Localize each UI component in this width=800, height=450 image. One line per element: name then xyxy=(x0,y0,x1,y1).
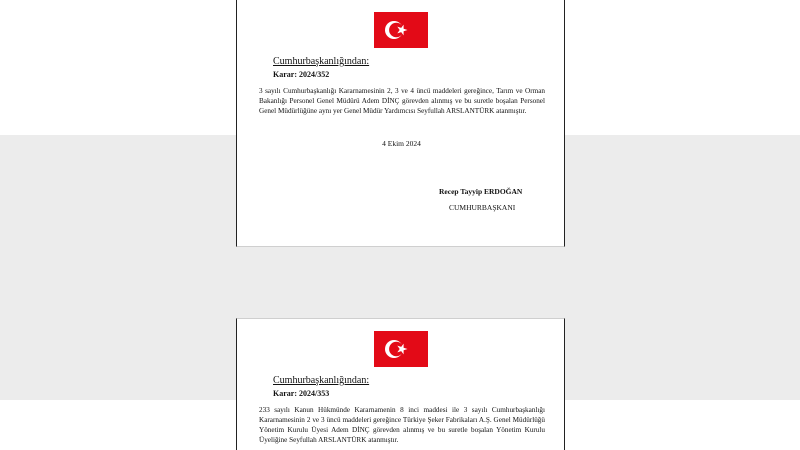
decree-number: Karar: 2024/352 xyxy=(273,70,330,79)
decree-body: 233 sayılı Kanun Hükmünde Kararnamenin 8 inci maddesi ile 3 sayılı Cumhurbaşkanlığı Kararnamesinin 2 ve 3 üncü maddeleri gereğince Türkiye Şeker Fabrikaları A.Ş. Genel Müdürlüğü Yönetim Kurulu Üyesi Adem DİNÇ görevden alınmış ve bu suretle boşalan Yönetim Kurulu Üyeliğine Seyfullah ARSLANTÜRK atanmıştır. xyxy=(259,406,545,444)
turkish-flag-icon xyxy=(374,12,428,48)
decree-heading: Cumhurbaşkanlığından: xyxy=(273,375,370,386)
signatory-name: Recep Tayyip ERDOĞAN xyxy=(439,187,523,196)
decree-page-1 xyxy=(236,0,565,247)
turkish-flag-icon xyxy=(374,331,428,367)
decree-date: 4 Ekim 2024 xyxy=(382,139,421,148)
decree-heading: Cumhurbaşkanlığından: xyxy=(273,56,370,67)
decree-number: Karar: 2024/353 xyxy=(273,389,330,398)
decree-body: 3 sayılı Cumhurbaşkanlığı Kararnamesinin 2, 3 ve 4 üncü maddeleri gereğince, Tarım ve Orman Bakanlığı Personel Genel Müdürü Adem DİNÇ görevden alınmış ve bu suretle boşalan Personel Genel Müdürlüğüne aynı yer Genel Müdür Yardımcısı Seyfullah ARSLANTÜRK atanmıştır. xyxy=(259,87,545,115)
decree-page-2 xyxy=(236,318,565,450)
signatory-title: CUMHURBAŞKANI xyxy=(449,203,516,212)
